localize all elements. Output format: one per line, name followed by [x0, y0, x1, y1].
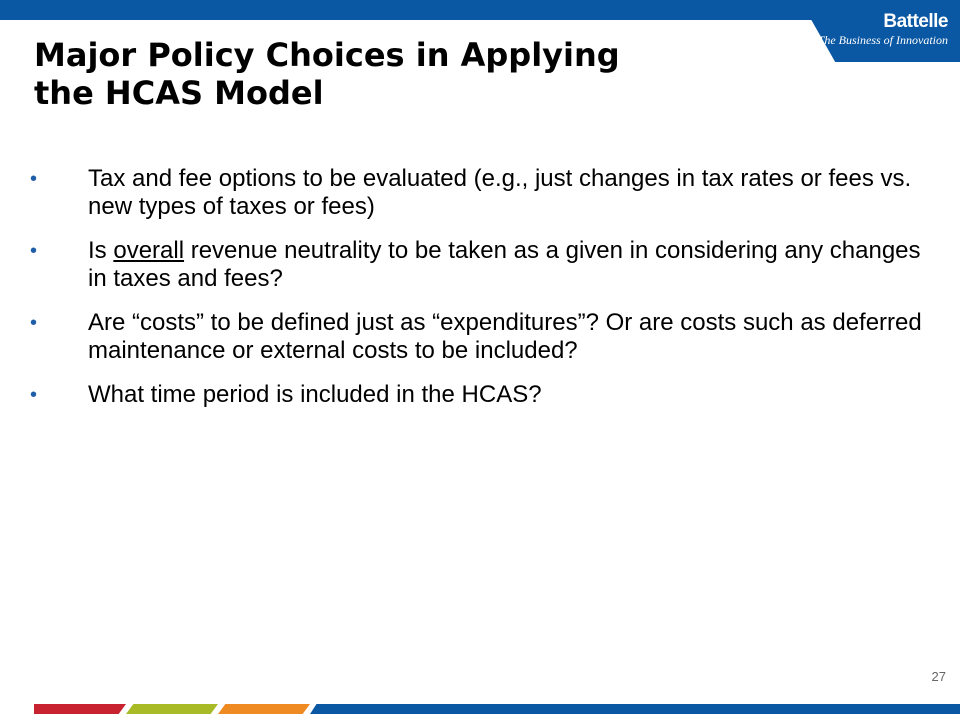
bullet-text-before: Is: [88, 237, 114, 264]
page-number: 27: [931, 669, 946, 684]
bullet-marker: •: [30, 312, 38, 334]
footer-bar-blue: [310, 704, 960, 714]
title-line-2: the HCAS Model: [34, 74, 324, 112]
footer-bar-red: [34, 704, 126, 714]
logo-tagline: The Business of Innovation: [817, 33, 948, 47]
footer-color-bars: [0, 698, 960, 720]
footer-bar-green: [126, 704, 218, 714]
bullet-text-after: revenue neutrality to be taken as a given in considering any changes in taxes and fees?: [88, 237, 921, 292]
title-line-1: Major Policy Choices in Applying: [34, 36, 620, 74]
bullet-list: [28, 165, 938, 425]
bullet-item: [28, 237, 938, 293]
bullet-text-underlined: overall: [113, 237, 185, 264]
battelle-logo: [818, 12, 948, 48]
bullet-marker: •: [30, 240, 38, 262]
logo-name: Battelle: [883, 11, 948, 32]
bullet-item: [28, 381, 938, 409]
bullet-item: [28, 309, 938, 365]
bullet-item: [28, 165, 938, 221]
bullet-text: Tax and fee options to be evaluated (e.g., just changes in tax rates or fees vs. new types of taxes or fees): [88, 165, 912, 220]
bullet-text: Are “costs” to be defined just as “expenditures”? Or are costs such as deferred maintenance or external costs to be included?: [88, 309, 922, 364]
footer-bar-orange: [218, 704, 310, 714]
slide-title: [34, 36, 774, 112]
bullet-marker: •: [30, 168, 38, 190]
bullet-text: What time period is included in the HCAS?: [88, 381, 542, 408]
bullet-marker: •: [30, 384, 38, 406]
